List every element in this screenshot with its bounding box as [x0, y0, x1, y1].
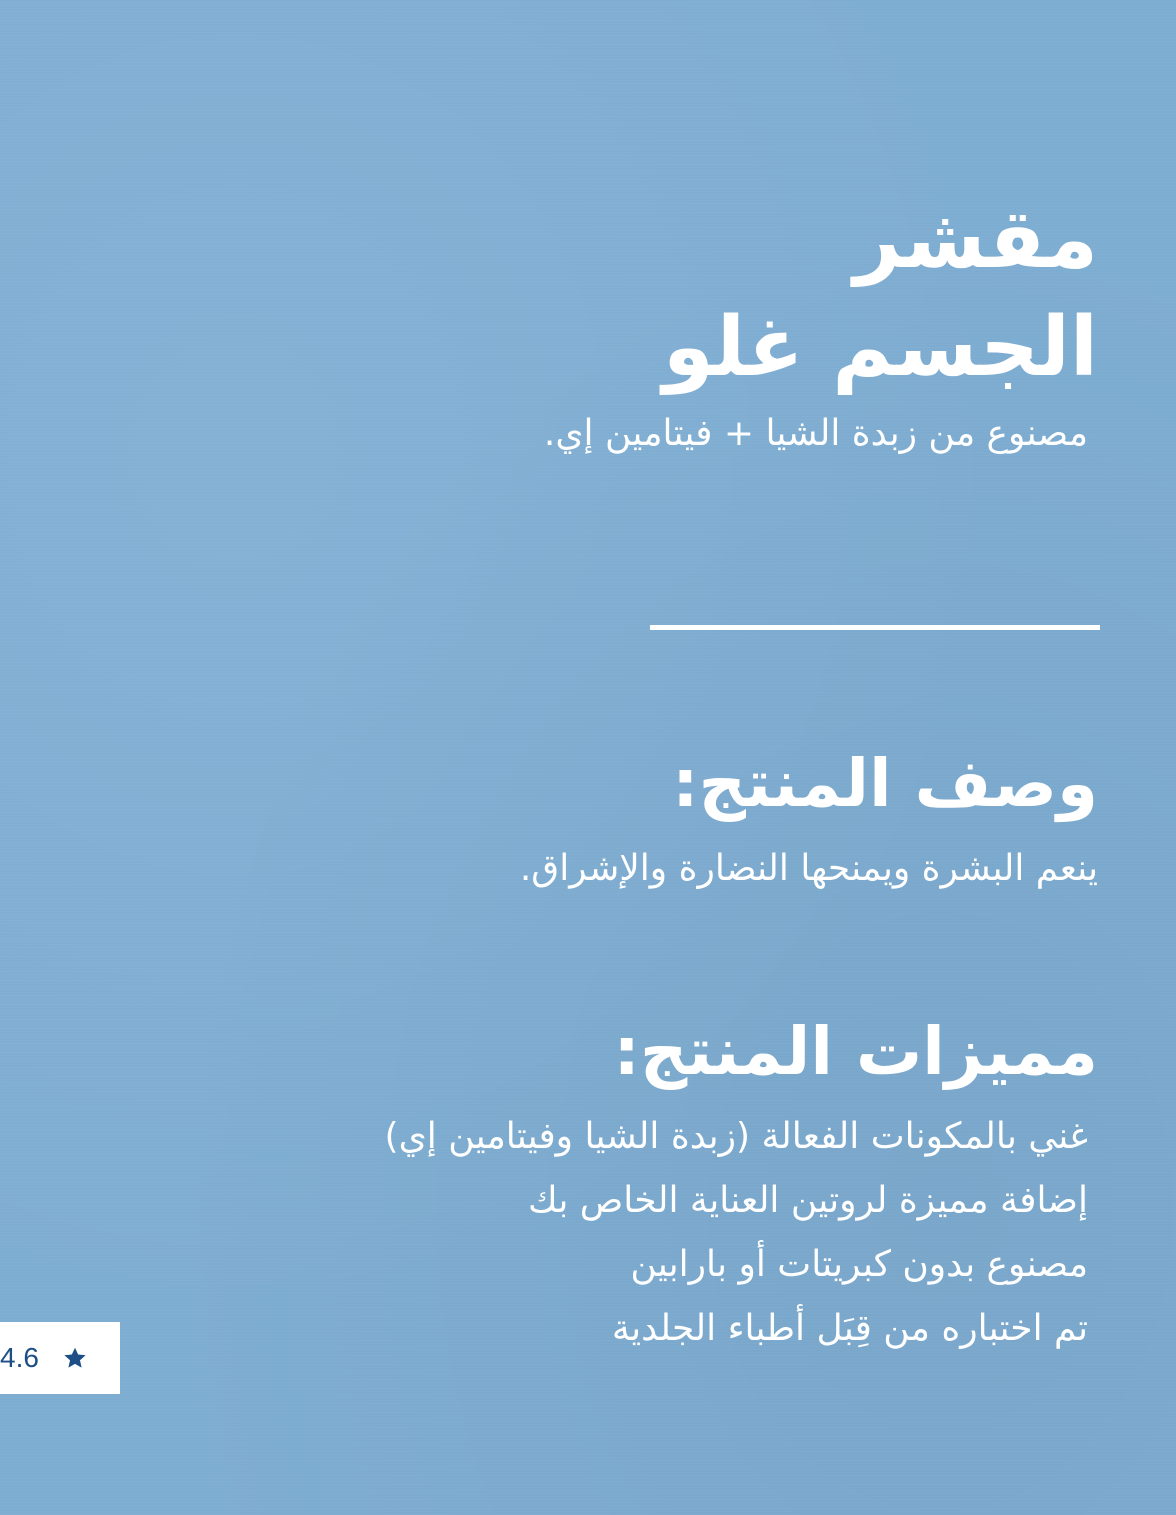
product-title-line-1: مقشر	[853, 192, 1098, 287]
feature-item: تم اختباره من قِبَل أطباء الجلدية	[611, 1308, 1088, 1349]
product-title-line-2: الجسم غلو	[662, 300, 1098, 395]
description-text: ينعم البشرة ويمنحها النضارة والإشراق.	[519, 848, 1098, 889]
feature-item: غني بالمكونات الفعالة (زبدة الشيا وفيتامين إي)	[384, 1116, 1088, 1157]
features-heading: مميزات المنتج:	[613, 1013, 1098, 1090]
rating-badge[interactable]	[0, 1322, 120, 1394]
rating-value: 4.6	[0, 1342, 39, 1373]
feature-item: إضافة مميزة لروتين العناية الخاص بك	[527, 1180, 1088, 1221]
product-subtitle: مصنوع من زبدة الشيا + فيتامين إي.	[543, 413, 1088, 454]
section-divider	[650, 625, 1100, 630]
star-icon	[62, 1345, 88, 1371]
feature-item: مصنوع بدون كبريتات أو بارابين	[630, 1244, 1088, 1285]
description-heading: وصف المنتج:	[672, 745, 1098, 822]
